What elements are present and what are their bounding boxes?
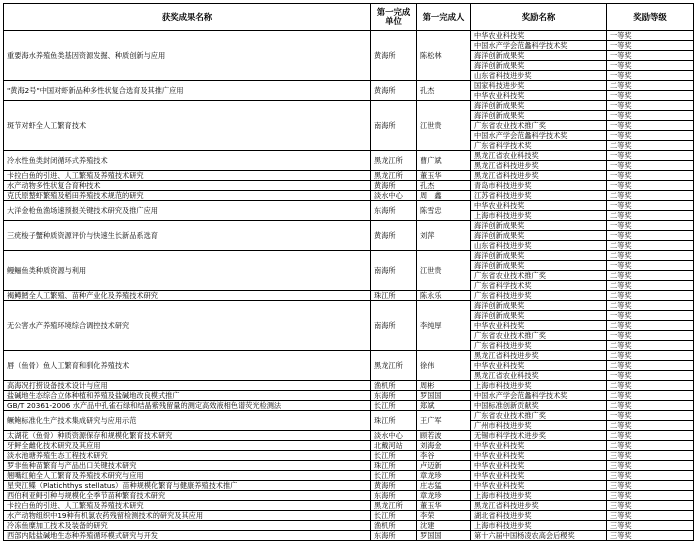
table-row: [4, 81, 694, 91]
header-person[interactable]: 第一完成人: [417, 4, 471, 31]
cell-award-name[interactable]: 中华农业科技奖: [471, 201, 607, 211]
cell-award-name[interactable]: 海洋创新成果奖: [471, 231, 607, 241]
cell-award-grade[interactable]: 一等奖: [607, 51, 694, 61]
cell-first-person[interactable]: 章龙珍: [417, 471, 471, 481]
table-row: [4, 501, 694, 511]
cell-achievement-name[interactable]: 西伯利亚鲟引种与规模化全季节苗种繁育技术研究: [4, 491, 371, 501]
cell-award-grade[interactable]: 二等奖: [607, 81, 694, 91]
cell-award-name[interactable]: 海洋创新成果奖: [471, 251, 607, 261]
cell-first-person[interactable]: 卢迈新: [417, 461, 471, 471]
cell-award-grade[interactable]: 三等奖: [607, 491, 694, 501]
cell-achievement-name[interactable]: 卡拉白鱼的引进、人工繁殖及养殖技术研究: [4, 171, 371, 181]
cell-award-name[interactable]: 国家科技进步奖: [471, 81, 607, 91]
cell-first-unit[interactable]: 黑龙江所: [371, 171, 417, 181]
cell-award-grade[interactable]: 二等奖: [607, 191, 694, 201]
cell-achievement-name[interactable]: 翘嘴红鲌全人工繁育及养殖技术研究与应用: [4, 471, 371, 481]
cell-achievement-name[interactable]: 水产动物多性状复合育种技术: [4, 181, 371, 191]
cell-award-grade[interactable]: 一等奖: [607, 201, 694, 211]
cell-first-person[interactable]: 孔杰: [417, 81, 471, 101]
cell-first-person[interactable]: 李谷: [417, 451, 471, 461]
cell-award-name[interactable]: 第十六届中国杨凌农高会后稷奖: [471, 531, 607, 541]
cell-award-name[interactable]: 中华农业科技奖: [471, 361, 607, 371]
cell-award-name[interactable]: 海洋创新成果奖: [471, 111, 607, 121]
cell-achievement-name[interactable]: 盐碱地生态综合立体种植和养殖及盐碱地改良模式推广: [4, 391, 371, 401]
cell-award-grade[interactable]: 一等奖: [607, 331, 694, 341]
cell-achievement-name[interactable]: 星突江鲽（Platichthys stellatus）苗种规模化繁育与健康养殖技术推广: [4, 481, 371, 491]
cell-award-grade[interactable]: 二等奖: [607, 351, 694, 361]
cell-first-person[interactable]: 孔杰: [417, 181, 471, 191]
table-row: [4, 431, 694, 441]
cell-award-name[interactable]: 海洋创新成果奖: [471, 61, 607, 71]
cell-first-person[interactable]: 李荣: [417, 511, 471, 521]
cell-award-name[interactable]: 海洋创新成果奖: [471, 261, 607, 271]
cell-award-name[interactable]: 黑龙江省科技进步奖: [471, 171, 607, 181]
table-row: [4, 391, 694, 401]
cell-achievement-name[interactable]: 褐鳟鱈全人工繁殖、苗种产业化及养殖技术研究: [4, 291, 371, 301]
cell-award-name[interactable]: 中华农业科技奖: [471, 451, 607, 461]
cell-award-grade[interactable]: 二等奖: [607, 271, 694, 281]
cell-first-person[interactable]: 江世贵: [417, 251, 471, 291]
cell-award-grade[interactable]: 二等奖: [607, 441, 694, 451]
cell-first-unit[interactable]: 黄海所: [371, 181, 417, 191]
table-row: [4, 491, 694, 501]
cell-award-grade[interactable]: 一等奖: [607, 371, 694, 381]
cell-award-grade[interactable]: 二等奖: [607, 141, 694, 151]
cell-achievement-name[interactable]: 大洋金枪鱼渔场速预报关键技术研究及推广应用: [4, 201, 371, 221]
cell-award-grade[interactable]: 二等奖: [607, 241, 694, 251]
cell-award-grade[interactable]: 二等奖: [607, 361, 694, 371]
cell-achievement-name[interactable]: 淡水池塘养殖生态工程技术研究: [4, 451, 371, 461]
cell-achievement-name[interactable]: 鳜鲍标准化生产技术集成研究与应用示范: [4, 411, 371, 431]
cell-award-grade[interactable]: 一等奖: [607, 261, 694, 271]
cell-achievement-name[interactable]: 重要海水养殖鱼类基因资源发掘、种质创新与应用: [4, 31, 371, 81]
cell-award-grade[interactable]: 一等奖: [607, 231, 694, 241]
cell-first-person[interactable]: 刘海金: [417, 441, 471, 451]
cell-award-grade[interactable]: 一等奖: [607, 121, 694, 131]
cell-award-name[interactable]: 广东省科技进步奖: [471, 341, 607, 351]
cell-achievement-name[interactable]: 无公害水产养殖环境综合调控技术研究: [4, 301, 371, 351]
cell-first-unit[interactable]: 黄海所: [371, 31, 417, 81]
cell-award-grade[interactable]: 三等奖: [607, 471, 694, 481]
table-row: [4, 471, 694, 481]
cell-award-grade[interactable]: 二等奖: [607, 281, 694, 291]
table-row: [4, 461, 694, 471]
table-row: [4, 401, 694, 411]
cell-first-person[interactable]: 沈建: [417, 521, 471, 531]
cell-first-unit[interactable]: 淡水中心: [371, 431, 417, 441]
cell-first-unit[interactable]: 东海所: [371, 531, 417, 541]
table-row: [4, 521, 694, 531]
cell-achievement-name[interactable]: 水产动物组织中19种有机氯农药残留检测技术的研究及其应用: [4, 511, 371, 521]
cell-award-name[interactable]: 广东省科学技术奖: [471, 281, 607, 291]
cell-first-person[interactable]: 周彬: [417, 381, 471, 391]
cell-award-name[interactable]: 海洋创新成果奖: [471, 101, 607, 111]
awards-spreadsheet: [3, 3, 694, 541]
cell-award-name[interactable]: 山东省科技进步奖: [471, 71, 607, 81]
cell-award-name[interactable]: 青岛市科技进步奖: [471, 181, 607, 191]
cell-award-grade[interactable]: 一等奖: [607, 31, 694, 41]
cell-first-unit[interactable]: 珠江所: [371, 461, 417, 471]
table-row: [4, 251, 694, 261]
cell-award-name[interactable]: 黑龙江省农业科技奖: [471, 151, 607, 161]
cell-award-name[interactable]: 湖北省科技进步奖: [471, 511, 607, 521]
table-row: [4, 181, 694, 191]
cell-award-grade[interactable]: 二等奖: [607, 341, 694, 351]
cell-award-name[interactable]: 上海市科技进步奖: [471, 521, 607, 531]
cell-first-person[interactable]: 罗国国: [417, 391, 471, 401]
cell-award-grade[interactable]: 三等奖: [607, 511, 694, 521]
cell-award-grade[interactable]: 一等奖: [607, 91, 694, 101]
cell-award-grade[interactable]: 一等奖: [607, 151, 694, 161]
cell-award-name[interactable]: 中国水产学会范蠡科学技术奖: [471, 41, 607, 51]
cell-award-grade[interactable]: 二等奖: [607, 291, 694, 301]
cell-award-name[interactable]: 海洋创新成果奖: [471, 301, 607, 311]
cell-first-person[interactable]: 董玉华: [417, 501, 471, 511]
cell-award-grade[interactable]: 一等奖: [607, 411, 694, 421]
table-row: [4, 291, 694, 301]
cell-award-name[interactable]: 中国水产学会范蠡科学技术奖: [471, 131, 607, 141]
cell-award-name[interactable]: 海洋创新成果奖: [471, 51, 607, 61]
table-row: [4, 451, 694, 461]
cell-first-unit[interactable]: 南海所: [371, 251, 417, 291]
cell-award-grade[interactable]: 一等奖: [607, 131, 694, 141]
cell-first-person[interactable]: 周 鑫: [417, 191, 471, 201]
cell-award-grade[interactable]: 一等奖: [607, 71, 694, 81]
cell-first-unit[interactable]: 渔机所: [371, 381, 417, 391]
cell-first-person[interactable]: 顾若波: [417, 431, 471, 441]
cell-award-name[interactable]: 上海市科技进步奖: [471, 381, 607, 391]
cell-first-unit[interactable]: 长江所: [371, 471, 417, 481]
cell-first-person[interactable]: 陈松林: [417, 31, 471, 81]
cell-achievement-name[interactable]: 西部内陆盐碱地生态种养殖循环模式研究与开发: [4, 531, 371, 541]
cell-achievement-name[interactable]: 卡拉白鱼的引进、人工繁殖及养殖技术研究: [4, 501, 371, 511]
cell-award-name[interactable]: 无锡市科学技术进步奖: [471, 431, 607, 441]
cell-award-name[interactable]: 黑龙江省农业科技奖: [471, 371, 607, 381]
cell-achievement-name[interactable]: 罗非鱼种苗繁育与产品出口关键技术研究: [4, 461, 371, 471]
cell-first-unit[interactable]: 黄海所: [371, 481, 417, 491]
cell-achievement-name[interactable]: 牙鲆全雌化技术研究及其应用: [4, 441, 371, 451]
cell-award-name[interactable]: 海洋创新成果奖: [471, 311, 607, 321]
cell-award-grade[interactable]: 二等奖: [607, 391, 694, 401]
header-grade[interactable]: 奖励等级: [607, 4, 694, 31]
cell-first-unit[interactable]: 东海所: [371, 201, 417, 221]
cell-award-grade[interactable]: 二等奖: [607, 431, 694, 441]
cell-award-name[interactable]: 中华农业科技奖: [471, 471, 607, 481]
cell-first-person[interactable]: 曹广斌: [417, 151, 471, 171]
cell-award-name[interactable]: 黑龙江省科技进步奖: [471, 501, 607, 511]
cell-first-person[interactable]: 陈永乐: [417, 291, 471, 301]
table-row: [4, 481, 694, 491]
cell-award-name[interactable]: 广州市科技进步奖: [471, 421, 607, 431]
cell-award-grade[interactable]: 一等奖: [607, 101, 694, 111]
cell-first-person[interactable]: 李纯厚: [417, 301, 471, 351]
awards-table: [3, 3, 694, 541]
table-row: [4, 301, 694, 311]
cell-award-name[interactable]: 中国水产学会范蠡科学技术奖: [471, 391, 607, 401]
cell-award-name[interactable]: 黑龙江省科技进步奖: [471, 351, 607, 361]
cell-award-grade[interactable]: 二等奖: [607, 381, 694, 391]
cell-award-name[interactable]: 海洋创新成果奖: [471, 221, 607, 231]
cell-first-person[interactable]: 董玉华: [417, 171, 471, 181]
header-award[interactable]: 奖励名称: [471, 4, 607, 31]
cell-achievement-name[interactable]: 鳗鲡鱼类种质资源与利用: [4, 251, 371, 291]
cell-first-unit[interactable]: 黑龙江所: [371, 351, 417, 381]
cell-award-grade[interactable]: 一等奖: [607, 41, 694, 51]
cell-award-grade[interactable]: 三等奖: [607, 481, 694, 491]
cell-first-unit[interactable]: 南海所: [371, 301, 417, 351]
cell-award-grade[interactable]: 二等奖: [607, 251, 694, 261]
table-row: [4, 381, 694, 391]
cell-achievement-name[interactable]: 高海况打捞设备技术设计与应用: [4, 381, 371, 391]
cell-award-grade[interactable]: 一等奖: [607, 311, 694, 321]
cell-award-name[interactable]: 中国标准创新贡献奖: [471, 401, 607, 411]
cell-award-name[interactable]: 中华农业科技奖: [471, 441, 607, 451]
cell-award-name[interactable]: 黑龙江省科技进步奖: [471, 161, 607, 171]
cell-first-unit[interactable]: 黑龙江所: [371, 501, 417, 511]
cell-award-grade[interactable]: 一等奖: [607, 181, 694, 191]
header-unit[interactable]: 第一完成 单位: [371, 4, 417, 31]
cell-award-grade[interactable]: 三等奖: [607, 451, 694, 461]
cell-achievement-name[interactable]: 冷水性鱼类封闭循环式养殖技术: [4, 151, 371, 171]
cell-achievement-name[interactable]: 冷冻鱼糜加工技术及装备的研究: [4, 521, 371, 531]
cell-award-grade[interactable]: 二等奖: [607, 211, 694, 221]
table-row: [4, 411, 694, 421]
table-row: [4, 221, 694, 231]
cell-achievement-name[interactable]: 太湖花（鱼骨）种质资源保存和规模化繁育技术研究: [4, 431, 371, 441]
cell-award-grade[interactable]: 一等奖: [607, 171, 694, 181]
cell-first-unit[interactable]: 渔机所: [371, 521, 417, 531]
cell-award-grade[interactable]: 一等奖: [607, 61, 694, 71]
cell-first-unit[interactable]: 北戴河站: [371, 441, 417, 451]
cell-first-unit[interactable]: 南海所: [371, 101, 417, 151]
cell-first-unit[interactable]: 黄海所: [371, 81, 417, 101]
table-row: [4, 201, 694, 211]
cell-first-unit[interactable]: 东海所: [371, 491, 417, 501]
cell-award-grade[interactable]: 一等奖: [607, 111, 694, 121]
cell-first-unit[interactable]: 珠江所: [371, 411, 417, 431]
cell-award-name[interactable]: 中华农业科技奖: [471, 91, 607, 101]
cell-first-person[interactable]: 江世贵: [417, 101, 471, 151]
cell-first-person[interactable]: 刘萍: [417, 221, 471, 251]
table-row: [4, 441, 694, 451]
cell-first-person[interactable]: 章龙珍: [417, 491, 471, 501]
cell-first-unit[interactable]: 黑龙江所: [371, 151, 417, 171]
cell-award-name[interactable]: 中华农业科技奖: [471, 321, 607, 331]
cell-first-unit[interactable]: 东海所: [371, 391, 417, 401]
cell-award-grade[interactable]: 二等奖: [607, 301, 694, 311]
cell-first-person[interactable]: 陈雪忠: [417, 201, 471, 221]
cell-award-name[interactable]: 上海市科技进步奖: [471, 491, 607, 501]
cell-achievement-name[interactable]: GB/T 20361-2006 水产品中孔雀石绿和结晶紫残留量的测定高效液相色谱荧光检测法: [4, 401, 371, 411]
cell-award-grade[interactable]: 三等奖: [607, 501, 694, 511]
cell-award-name[interactable]: 中华农业科技奖: [471, 481, 607, 491]
table-row: [4, 171, 694, 181]
cell-first-person[interactable]: 王广军: [417, 411, 471, 431]
cell-award-grade[interactable]: 二等奖: [607, 401, 694, 411]
table-row: [4, 191, 694, 201]
cell-award-grade[interactable]: 二等奖: [607, 321, 694, 331]
cell-award-name[interactable]: 江苏省科技进步奖: [471, 191, 607, 201]
cell-award-name[interactable]: 广东省农业技术推广奖: [471, 411, 607, 421]
table-row: [4, 151, 694, 161]
cell-award-grade[interactable]: 三等奖: [607, 461, 694, 471]
table-row: [4, 531, 694, 541]
cell-achievement-name[interactable]: 唇（鱼骨）鱼人工繁育和驯化养殖技术: [4, 351, 371, 381]
cell-award-name[interactable]: 广东省科学技术奖: [471, 141, 607, 151]
header-row: [4, 4, 694, 31]
cell-first-unit[interactable]: 长江所: [371, 401, 417, 411]
cell-first-person[interactable]: 郑斌: [417, 401, 471, 411]
cell-first-unit[interactable]: 珠江所: [371, 291, 417, 301]
cell-first-unit[interactable]: 淡水中心: [371, 191, 417, 201]
cell-first-unit[interactable]: 长江所: [371, 511, 417, 521]
table-row: [4, 101, 694, 111]
cell-first-person[interactable]: 徐伟: [417, 351, 471, 381]
cell-award-name[interactable]: 上海市科技进步奖: [471, 211, 607, 221]
cell-first-unit[interactable]: 长江所: [371, 451, 417, 461]
cell-award-name[interactable]: 广东省农业技术推广奖: [471, 121, 607, 131]
cell-first-person[interactable]: 庄志猛: [417, 481, 471, 491]
table-row: [4, 351, 694, 361]
cell-achievement-name[interactable]: 三疣梭子蟹种质资源评价与快速生长新品系选育: [4, 221, 371, 251]
cell-award-name[interactable]: 广东省农业技术推广奖: [471, 331, 607, 341]
cell-award-grade[interactable]: 一等奖: [607, 161, 694, 171]
cell-award-name[interactable]: 广东省科技进步奖: [471, 291, 607, 301]
cell-award-name[interactable]: 中华农业科技奖: [471, 31, 607, 41]
cell-award-grade[interactable]: 三等奖: [607, 521, 694, 531]
table-row: [4, 31, 694, 41]
table-row: [4, 511, 694, 521]
cell-award-name[interactable]: 广东省农业技术推广奖: [471, 271, 607, 281]
cell-achievement-name[interactable]: 斑节对虾全人工繁育技术: [4, 101, 371, 151]
cell-achievement-name[interactable]: 克氏原螯虾繁殖及稻田养殖技术规范的研究: [4, 191, 371, 201]
cell-first-person[interactable]: 罗国国: [417, 531, 471, 541]
cell-first-unit[interactable]: 黄海所: [371, 221, 417, 251]
cell-award-grade[interactable]: 二等奖: [607, 421, 694, 431]
cell-award-name[interactable]: 山东省科技进步奖: [471, 241, 607, 251]
cell-achievement-name[interactable]: "黄海2号"中国对虾新品种多性状复合选育及其推广应用: [4, 81, 371, 101]
cell-award-grade[interactable]: 三等奖: [607, 531, 694, 541]
cell-award-grade[interactable]: 一等奖: [607, 221, 694, 231]
cell-award-name[interactable]: 中华农业科技奖: [471, 461, 607, 471]
header-name[interactable]: 获奖成果名称: [4, 4, 371, 31]
